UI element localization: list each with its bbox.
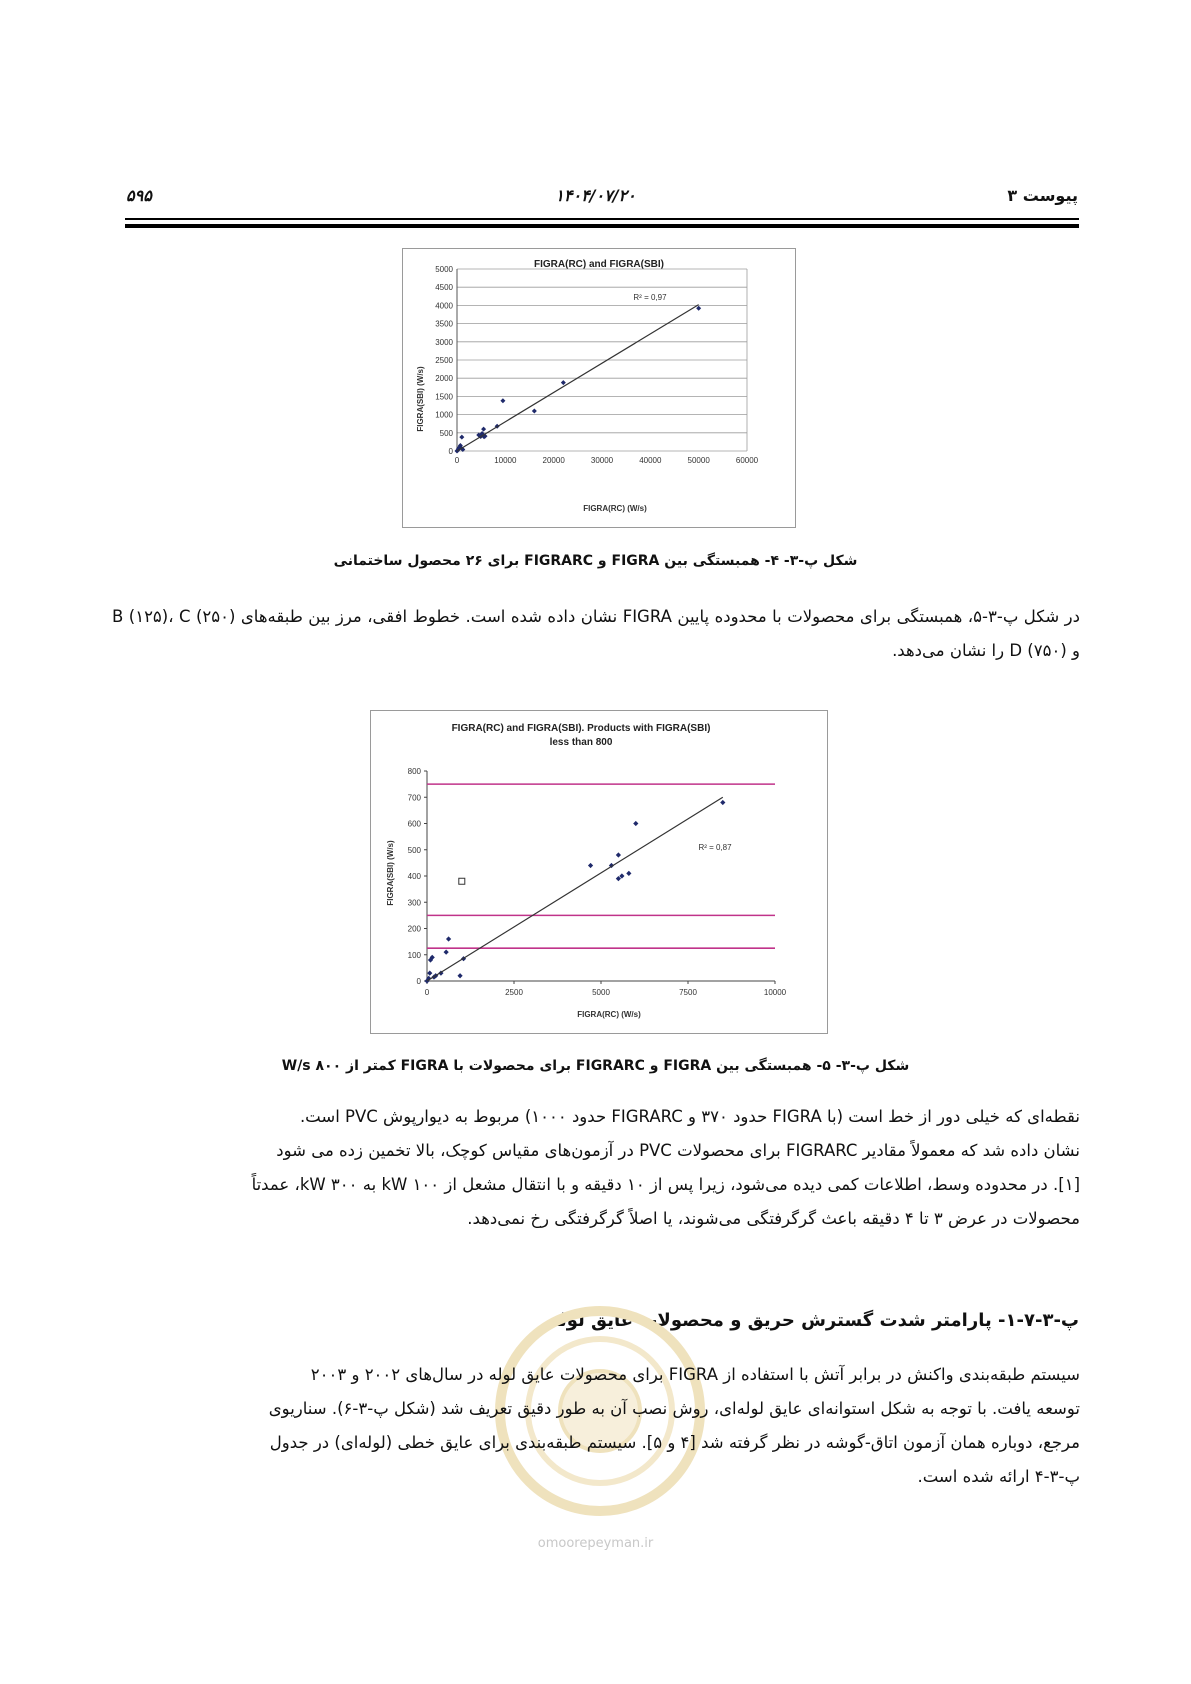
- paragraph-1: [112, 600, 1080, 668]
- paragraph-3-line: توسعه یافت. با توجه به شکل استوانه‌ای عایق لوله‌ای، روش نصب آن به طور دقیق تعریف شد (شکل پ-۳-۶). سناریوی: [268, 1399, 1080, 1418]
- watermark-text: omoorepeyman.ir: [537, 1536, 654, 1551]
- figure1-x-tick-label: 60000: [735, 456, 759, 465]
- figure2-y-tick-label: 800: [407, 767, 421, 776]
- figure1-y-tick-label: 3000: [435, 337, 453, 347]
- figure1-y-tick-label: 500: [439, 428, 453, 438]
- figure2-y-tick-label: 300: [407, 898, 421, 908]
- figure1-x-tick-label: 50000: [687, 456, 710, 465]
- paragraph-2: [112, 1100, 1080, 1236]
- figure1-x-tick-label: 20000: [542, 456, 565, 465]
- figure2-data-point: [446, 936, 451, 941]
- figure1-data-point: [500, 398, 505, 403]
- figure2-data-point: [626, 871, 631, 876]
- figure1-data-point: [561, 380, 566, 385]
- figure1-x-tick-label: 40000: [639, 456, 662, 465]
- figure1-y-tick-label: 2000: [435, 374, 453, 384]
- figure2-x-axis-label: FIGRA(RC) (W/s): [577, 1010, 641, 1019]
- figure1-data-point: [532, 408, 537, 413]
- paragraph-3-line: پ-۳-۴ ارائه شده است.: [917, 1467, 1080, 1486]
- page-number: ۵۹۵: [126, 186, 152, 205]
- header-section-label: پیوست ۳: [1007, 186, 1078, 205]
- figure1-y-tick-label: 1000: [435, 410, 453, 420]
- figure2-y-tick-label: 100: [407, 950, 421, 960]
- figure2-data-point: [457, 973, 462, 978]
- figure2-data-point: [720, 800, 725, 805]
- figure2-data-point: [633, 821, 638, 826]
- figure2-chart-subtitle: less than 800: [549, 737, 613, 748]
- figure1-chart-title: FIGRA(RC) and FIGRA(SBI): [534, 259, 664, 270]
- figure2-outlier-point: [459, 878, 465, 884]
- figure2-r2-label: R² = 0,87: [698, 842, 732, 852]
- figure1-y-tick-label: 5000: [435, 265, 453, 274]
- figure2-y-tick-label: 0: [416, 977, 421, 986]
- figure2-y-tick-label: 600: [407, 819, 421, 829]
- figure1-data-point: [696, 306, 701, 311]
- paragraph-2-line: [۱]. در محدوده وسط، اطلاعات کمی دیده می‌شود، زیرا پس از ۱۰ دقیقه و با انتقال مشعل از kW ۱۰۰ به kW ۳۰۰، عمدتاً: [251, 1175, 1080, 1194]
- figure1-x-tick-label: 30000: [590, 456, 614, 465]
- figure1-x-tick-label: 10000: [494, 456, 517, 465]
- figure1-y-tick-label: 3500: [435, 319, 453, 329]
- paragraph-1-text: در شکل پ-۳-۵، همبستگی برای محصولات با محدوده پایین FIGRA نشان داده شده است. خطوط افقی، مرز بین طبقه‌های B (۱۲۵)، C (۲۵۰) و D (۷۵۰) را نشان می‌دهد.: [112, 607, 1080, 660]
- figure1-y-axis-label: FIGRA(SBI) (W/s): [416, 366, 425, 432]
- figure2-x-tick-label: 10000: [763, 988, 787, 997]
- figure2-data-point: [616, 852, 621, 857]
- figure1-chart: [403, 249, 795, 527]
- figure2-chart-frame: [370, 710, 828, 1034]
- figure2-x-tick-label: 0: [424, 988, 430, 997]
- figure2-y-axis-label: FIGRA(SBI) (W/s): [386, 840, 395, 906]
- paragraph-2-line: نقطه‌ای که خیلی دور از خط است (با FIGRA حدود ۳۷۰ و FIGRARC حدود ۱۰۰۰) مربوط به دیوارپوش PVC است.: [299, 1107, 1080, 1126]
- figure1-caption: شکل پ-۳- ۴- همبستگی بین FIGRA و FIGRARC برای ۲۶ محصول ساختمانی: [333, 553, 858, 569]
- figure2-x-tick-label: 2500: [505, 988, 523, 997]
- paragraph-2-line: نشان داده شد که معمولاً مقادیر FIGRARC برای محصولات PVC در آزمون‌های مقیاس کوچک، بالا تخمین زده می شود: [276, 1141, 1080, 1160]
- figure2-y-tick-label: 400: [407, 872, 421, 881]
- figure2-x-tick-label: 5000: [592, 988, 610, 997]
- figure2-y-tick-label: 700: [407, 793, 421, 803]
- figure2-chart-title: FIGRA(RC) and FIGRA(SBI). Products with FIGRA(SBI): [451, 723, 711, 734]
- figure1-y-tick-label: 4500: [435, 283, 453, 293]
- figure2-chart: [371, 711, 827, 1033]
- figure1-x-tick-label: 0: [454, 456, 460, 465]
- paragraph-3: [112, 1358, 1080, 1494]
- figure1-x-axis-label: FIGRA(RC) (W/s): [583, 504, 647, 513]
- header-rule-thick: [125, 224, 1079, 228]
- figure2-caption: شکل پ-۳- ۵- همبستگی بین FIGRA و FIGRARC برای محصولات با FIGRA کمتر از W/s ۸۰۰: [281, 1058, 910, 1074]
- figure2-y-tick-label: 500: [407, 845, 421, 855]
- figure2-data-point: [588, 863, 593, 868]
- figure1-y-tick-label: 4000: [435, 301, 453, 311]
- header-rule-thin: [125, 218, 1079, 220]
- paragraph-3-line: مرجع، دوباره همان آزمون اتاق-گوشه در نظر گرفته شد [۴ و ۵]. سیستم طبقه‌بندی برای عایق خطی (لوله‌ای) در جدول: [269, 1433, 1080, 1452]
- figure1-chart-frame: [402, 248, 796, 528]
- figure1-data-point: [481, 427, 486, 432]
- header-date: ۱۴۰۴/۰۷/۲۰: [555, 186, 636, 205]
- figure1-data-point: [459, 435, 464, 440]
- paragraph-3-line: سیستم طبقه‌بندی واکنش در برابر آتش با استفاده از FIGRA برای محصولات عایق لوله در سال‌های ۲۰۰۲ و ۲۰۰۳: [310, 1365, 1080, 1384]
- section-heading: پ-۳-۷-۱- پارامتر شدت گسترش حریق و محصولات عایق لوله: [549, 1310, 1079, 1331]
- figure1-y-tick-label: 1500: [435, 392, 453, 402]
- figure1-y-tick-label: 0: [448, 447, 453, 456]
- figure2-x-tick-label: 7500: [679, 988, 697, 997]
- figure2-y-tick-label: 200: [407, 924, 421, 934]
- figure1-y-tick-label: 2500: [435, 356, 453, 365]
- paragraph-2-line: محصولات در عرض ۳ تا ۴ دقیقه باعث گرگرفتگی می‌شوند، یا اصلاً گرگرفتگی رخ نمی‌دهد.: [467, 1209, 1080, 1228]
- figure1-r2-label: R² = 0,97: [633, 292, 667, 302]
- figure2-data-point: [427, 971, 432, 976]
- figure2-trendline: [427, 797, 723, 981]
- figure2-data-point: [444, 950, 449, 955]
